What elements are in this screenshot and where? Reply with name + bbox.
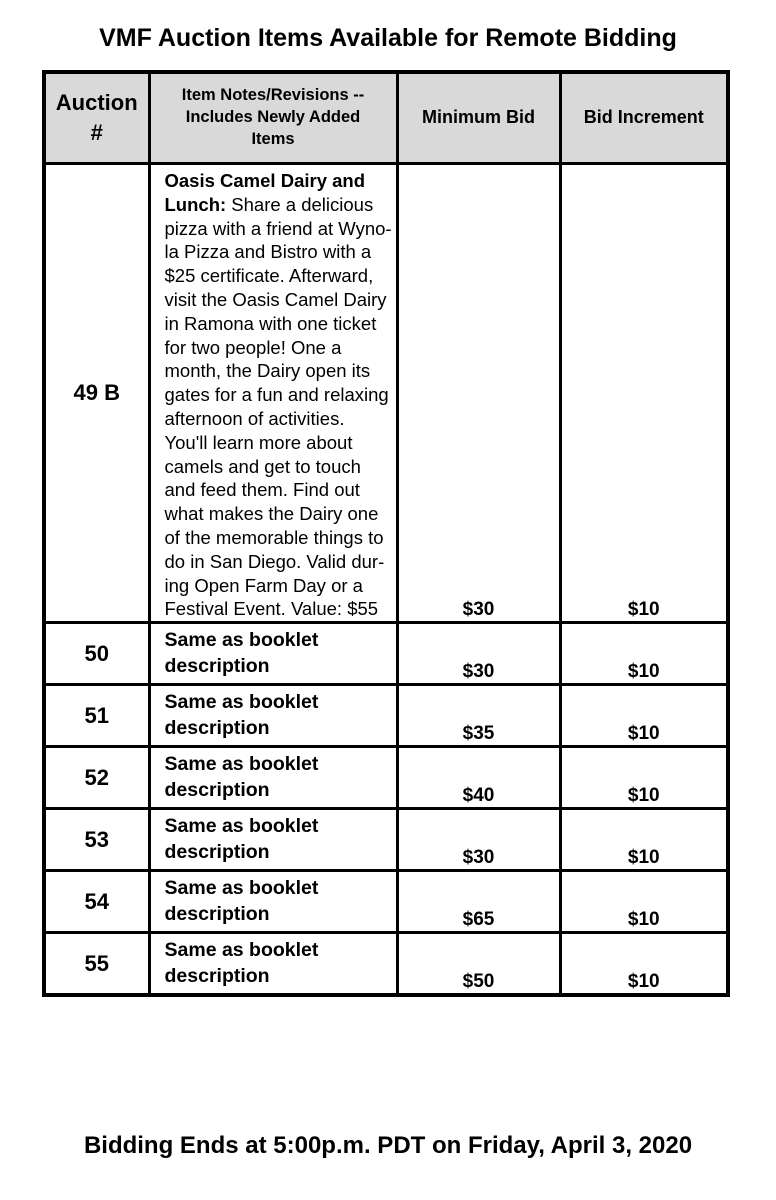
header-bid-increment-label: Bid Increment bbox=[583, 107, 704, 128]
table-row bbox=[44, 933, 728, 996]
table-row bbox=[44, 871, 728, 933]
bid-increment-cell: $10 bbox=[560, 809, 728, 871]
bidding-deadline-note: Bidding Ends at 5:00p.m. PDT on Friday, April 3, 2020 bbox=[83, 1132, 693, 1159]
item-note: Same as booklet description bbox=[164, 877, 319, 926]
item-notes-cell bbox=[149, 623, 397, 685]
auction-number-cell: 51 bbox=[44, 685, 149, 747]
auction-number-cell: 53 bbox=[44, 809, 149, 871]
bid-increment-cell: $10 bbox=[560, 933, 728, 996]
table-row bbox=[44, 164, 728, 623]
item-notes-cell bbox=[149, 871, 397, 933]
table-row bbox=[44, 685, 728, 747]
header-cell-item-notes bbox=[149, 72, 397, 164]
bid-increment-cell: $10 bbox=[560, 871, 728, 933]
item-notes-cell bbox=[149, 747, 397, 809]
item-notes-cell bbox=[149, 933, 397, 996]
minimum-bid-cell: $65 bbox=[397, 871, 560, 933]
item-notes-cell bbox=[149, 685, 397, 747]
minimum-bid-cell: $30 bbox=[397, 809, 560, 871]
auction-number-cell: 50 bbox=[44, 623, 149, 685]
item-note: Same as booklet description bbox=[164, 939, 319, 988]
table-row bbox=[44, 623, 728, 685]
header-minimum-bid-label: Minimum Bid bbox=[422, 107, 535, 128]
auction-number-cell: 54 bbox=[44, 871, 149, 933]
bid-increment-cell: $10 bbox=[560, 685, 728, 747]
auction-number-cell: 55 bbox=[44, 933, 149, 996]
minimum-bid-cell: $50 bbox=[397, 933, 560, 996]
bid-increment-cell: $10 bbox=[560, 747, 728, 809]
item-notes-cell bbox=[149, 809, 397, 871]
auction-table bbox=[42, 70, 730, 997]
minimum-bid-cell: $30 bbox=[397, 164, 560, 623]
table-header-row bbox=[44, 72, 728, 164]
header-cell-auction-number bbox=[44, 72, 149, 164]
header-cell-minimum-bid bbox=[397, 72, 560, 164]
minimum-bid-cell: $35 bbox=[397, 685, 560, 747]
page-title: VMF Auction Items Available for Remote Bidding bbox=[99, 24, 677, 52]
minimum-bid-cell: $40 bbox=[397, 747, 560, 809]
bid-increment-cell: $10 bbox=[560, 623, 728, 685]
item-description: Oasis Camel Dairy and Lunch: Share a delicious pizza with a friend at Wyno- la Pizza and Bistro with a $25 certificate. Afterward, visit the Oasis Camel Dairy in Ramona with one ticket for two people! One a month, the Dairy open its gates for a fun and relaxing afternoon of activities. You'll learn more about camels and get to touch and feed them. Find out what makes the Dairy one of the memorable things to do in San Diego. Valid dur- ing Open Farm Day or a Festival Event. Value: $55 bbox=[164, 170, 392, 620]
header-cell-bid-increment bbox=[560, 72, 728, 164]
table-row bbox=[44, 747, 728, 809]
bid-increment-cell: $10 bbox=[560, 164, 728, 623]
item-note: Same as booklet description bbox=[164, 691, 319, 740]
item-note: Same as booklet description bbox=[164, 815, 319, 864]
header-notes-label: Item Notes/Revisions -- Includes Newly Added Items bbox=[181, 86, 365, 148]
auction-number-cell: 52 bbox=[44, 747, 149, 809]
header-auction-label: Auction # bbox=[55, 90, 138, 145]
item-note: Same as booklet description bbox=[164, 753, 319, 802]
auction-number-cell: 49 B bbox=[44, 164, 149, 623]
item-note: Same as booklet description bbox=[164, 629, 319, 678]
minimum-bid-cell: $30 bbox=[397, 623, 560, 685]
item-notes-cell bbox=[149, 164, 397, 623]
table-row bbox=[44, 809, 728, 871]
